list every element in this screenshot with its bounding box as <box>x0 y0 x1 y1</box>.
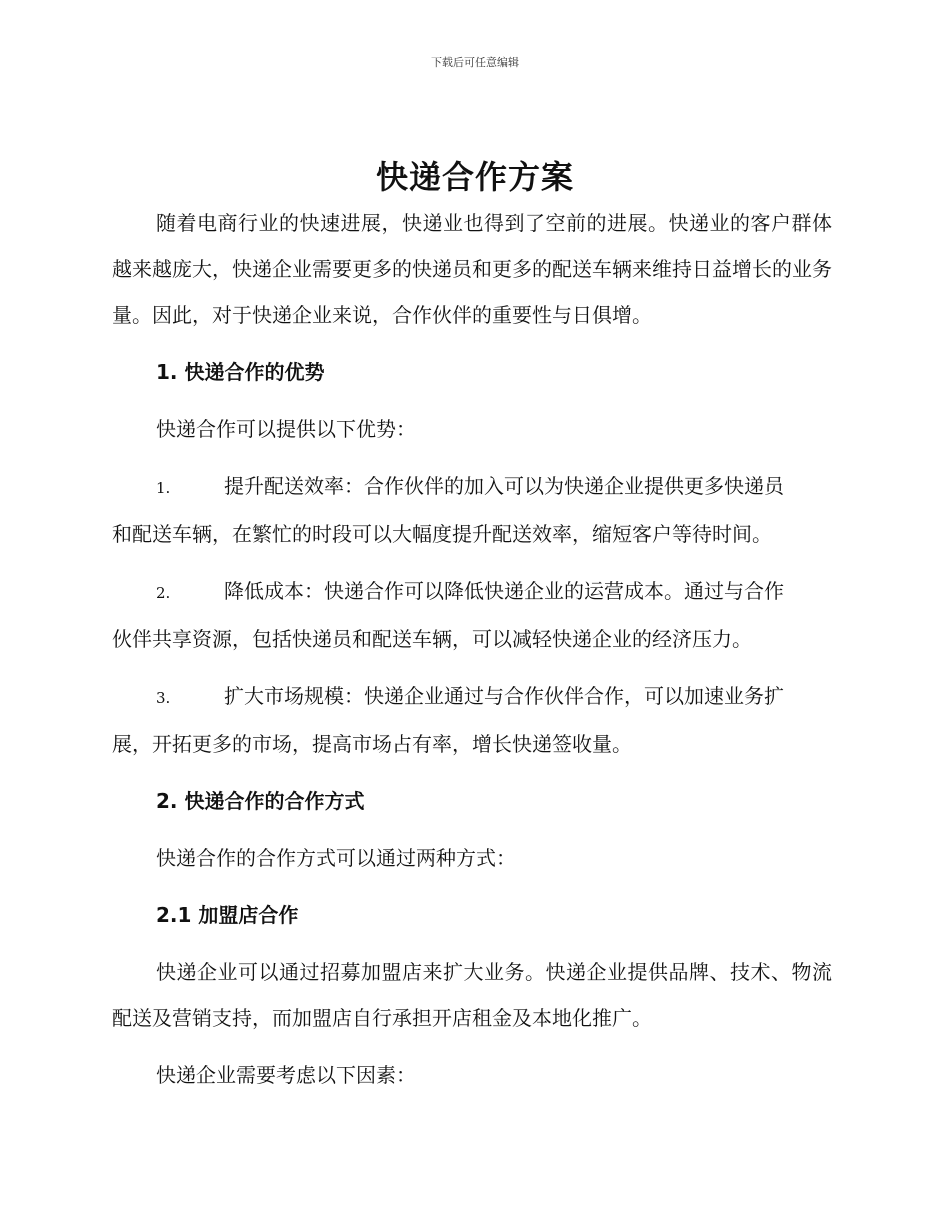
section-2-1-heading: 2.1 加盟店合作 <box>156 903 299 927</box>
item-number: 3. <box>156 689 171 707</box>
advantage-item-1 <box>112 463 832 557</box>
section-2-lead: 快递合作的合作方式可以通过两种方式： <box>156 846 516 870</box>
advantage-item-2 <box>112 568 832 662</box>
item-text-line-1: 扩大市场规模：快递企业通过与合作伙伴合作，可以加速业务扩 <box>224 684 784 708</box>
document-body <box>112 200 832 1098</box>
section-2-heading: 2. 快递合作的合作方式 <box>156 789 365 813</box>
item-text-line-2: 伙伴共享资源，包括快递员和配送车辆，可以减轻快递企业的经济压力。 <box>112 627 752 651</box>
document-title: 快递合作方案 <box>375 158 574 196</box>
item-text-line-1: 降低成本：快递合作可以降低快递企业的运营成本。通过与合作 <box>224 579 784 603</box>
item-number: 2. <box>156 584 171 602</box>
item-text-line-1: 提升配送效率：合作伙伴的加入可以为快递企业提供更多快递员 <box>224 474 784 498</box>
advantage-item-3 <box>112 673 832 767</box>
section-2-1-lead: 快递企业需要考虑以下因素： <box>156 1063 416 1087</box>
section-1-lead: 快递合作可以提供以下优势： <box>156 417 416 441</box>
header-note: 下载后可任意编辑 <box>431 56 519 69</box>
section-2-1-paragraph: 快递企业可以通过招募加盟店来扩大业务。快递企业提供品牌、技术、物流配送及营销支持，而加盟店自行承担开店租金及本地化推广。 <box>112 960 832 1030</box>
item-number: 1. <box>156 479 171 497</box>
item-text-line-2: 和配送车辆，在繁忙的时段可以大幅度提升配送效率，缩短客户等待时间。 <box>112 522 772 546</box>
item-text-line-2: 展，开拓更多的市场，提高市场占有率，增长快递签收量。 <box>112 732 632 756</box>
section-1-heading: 1. 快递合作的优势 <box>156 360 325 384</box>
intro-paragraph: 随着电商行业的快速进展，快递业也得到了空前的进展。快递业的客户群体越来越庞大，快递企业需要更多的快递员和更多的配送车辆来维持日益增长的业务量。因此，对于快递企业来说，合作伙伴的重要性与日俱增。 <box>112 211 832 327</box>
